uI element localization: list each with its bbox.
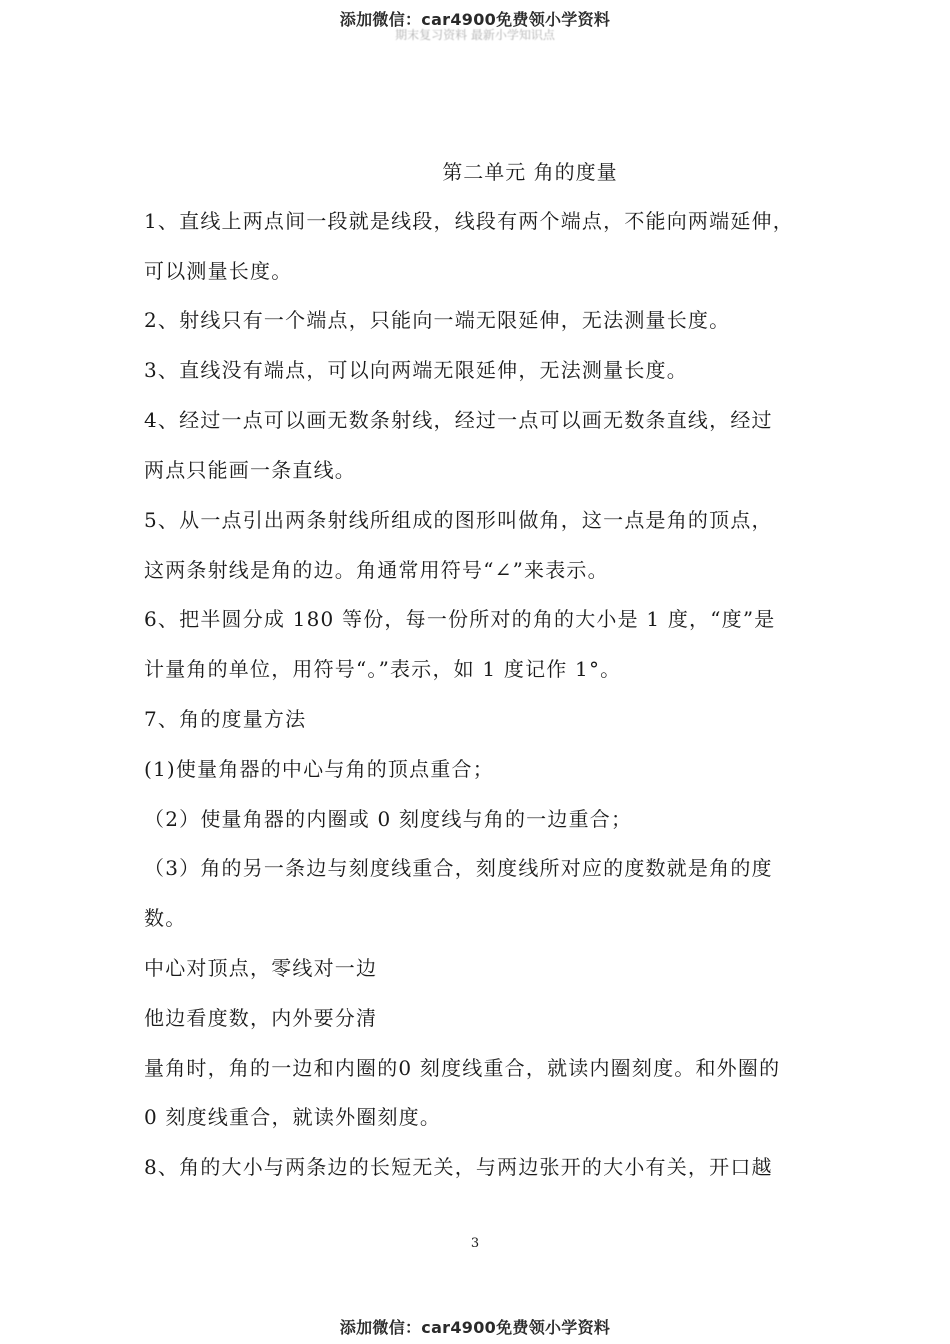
text-line: 量角时，角的一边和内圈的0 刻度线重合，就读内圈刻度。和外圈的 xyxy=(144,1056,781,1080)
text-line: 两点只能画一条直线。 xyxy=(144,458,356,482)
text-line: 0 刻度线重合，就读外圈刻度。 xyxy=(144,1105,442,1129)
text-line: (1)使量角器的中心与角的顶点重合； xyxy=(144,757,494,781)
text-line: 2、射线只有一个端点，只能向一端无限延伸，无法测量长度。 xyxy=(144,308,731,332)
text-line: （2）使量角器的内圈或 0 刻度线与角的一边重合； xyxy=(144,807,633,831)
text-line: 这两条射线是角的边。角通常用符号“∠”来表示。 xyxy=(144,558,609,582)
text-line: 6、把半圆分成 180 等份，每一份所对的角的大小是 1 度，“度”是 xyxy=(144,607,776,631)
text-line: 他边看度数，内外要分清 xyxy=(144,1006,378,1030)
text-line: （3）角的另一条边与刻度线重合，刻度线所对应的度数就是角的度 xyxy=(144,856,773,880)
watermark-bottom: 添加微信：car4900免费领小学资料 xyxy=(339,1318,611,1337)
text-line: 7、角的度量方法 xyxy=(144,707,307,731)
text-line: 8、角的大小与两条边的长短无关，与两边张开的大小有关，开口越 xyxy=(144,1155,773,1179)
text-line: 中心对顶点，零线对一边 xyxy=(144,956,378,980)
text-line: 4、经过一点可以画无数条射线，经过一点可以画无数条直线，经过 xyxy=(144,408,773,432)
faded-header-text: 期末复习资料 最新小学知识点 xyxy=(395,28,555,42)
section-title: 第二单元 角的度量 xyxy=(442,160,618,184)
text-line: 可以测量长度。 xyxy=(144,259,293,283)
text-line: 1、直线上两点间一段就是线段，线段有两个端点，不能向两端延伸， xyxy=(144,209,794,233)
page-number: 3 xyxy=(470,1236,480,1251)
watermark-top: 添加微信：car4900免费领小学资料 xyxy=(339,10,611,29)
text-line: 计量角的单位，用符号“。”表示，如 1 度记作 1°。 xyxy=(144,657,622,681)
text-line: 数。 xyxy=(144,906,187,930)
text-line: 5、从一点引出两条射线所组成的图形叫做角，这一点是角的顶点， xyxy=(144,508,773,532)
text-line: 3、直线没有端点，可以向两端无限延伸，无法测量长度。 xyxy=(144,358,688,382)
